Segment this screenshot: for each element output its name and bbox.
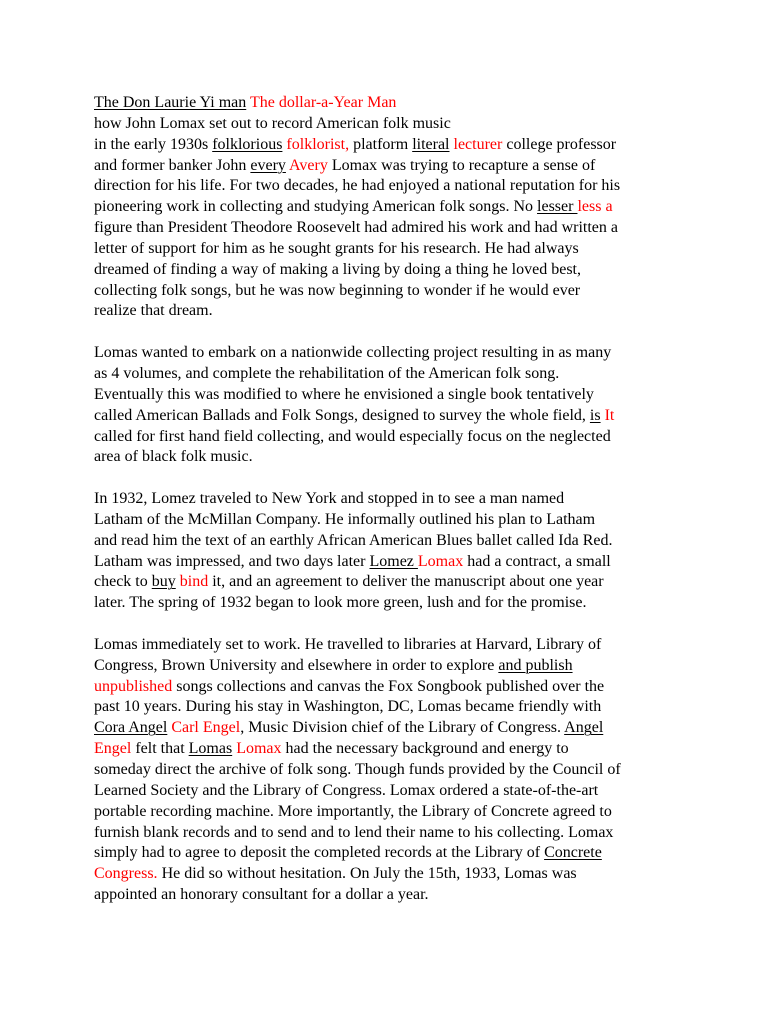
- body-text: in the early 1930s: [94, 135, 213, 153]
- text-line: [94, 781, 694, 802]
- body-text: past 10 years. During his stay in Washington, DC, Lomas became friendly with: [94, 698, 602, 716]
- body-text: In 1932, Lomez traveled to New York and stopped in to see a man named: [94, 490, 565, 508]
- text-line: [94, 364, 694, 385]
- document-body: [94, 93, 694, 906]
- text-line: [94, 239, 694, 260]
- text-line: [94, 135, 694, 156]
- text-line: [94, 156, 694, 177]
- text-line: [94, 197, 694, 218]
- inserted-text: Engel: [94, 740, 132, 758]
- text-line: [94, 301, 694, 322]
- deleted-text: Angel: [564, 719, 604, 737]
- paragraph: [94, 343, 694, 468]
- text-line: [94, 635, 694, 656]
- inserted-text: It: [604, 406, 615, 424]
- body-text: Latham of the McMillan Company. He informally outlined his plan to Latham: [94, 510, 596, 528]
- inserted-text: unpublished: [94, 677, 173, 695]
- text-line: [94, 93, 694, 114]
- text-line: [94, 385, 694, 406]
- body-text: called for first hand field collecting, and would especially focus on the neglected: [94, 427, 611, 445]
- text-line: [94, 802, 694, 823]
- text-line: [94, 677, 694, 698]
- body-text: how John Lomax set out to record American folk music: [94, 114, 451, 132]
- inserted-text: The dollar-a-Year Man: [249, 94, 397, 111]
- text-line: [94, 489, 694, 510]
- body-text: college professor: [502, 135, 617, 153]
- paragraph-gap: [94, 322, 694, 343]
- text-line: [94, 114, 694, 135]
- text-line: [94, 843, 694, 864]
- inserted-text: Lomax: [417, 552, 464, 570]
- body-text: someday direct the archive of folk song. Though funds provided by the Council of: [94, 761, 621, 778]
- body-text: area of black folk music.: [94, 448, 253, 466]
- body-text: letter of support for him as he sought grants for his research. He had always: [94, 239, 579, 257]
- body-text: and former banker John: [94, 156, 251, 174]
- body-text: had the necessary background and energy to: [281, 740, 569, 758]
- body-text: Lomas wanted to embark on a nationwide collecting project resulting in as many: [94, 344, 612, 362]
- body-text: furnish blank records and to send and to lend their name to his collecting. Lomax: [94, 823, 614, 841]
- text-line: [94, 427, 694, 448]
- paragraph-gap: [94, 614, 694, 635]
- deleted-text: folklorious: [212, 135, 283, 153]
- text-line: [94, 531, 694, 552]
- deleted-text: is: [589, 406, 601, 424]
- text-line: [94, 406, 694, 427]
- body-text: Congress, Brown University and elsewhere in order to explore: [94, 656, 499, 674]
- text-line: [94, 656, 694, 677]
- inserted-text: Carl Engel: [171, 719, 241, 737]
- text-line: [94, 739, 694, 760]
- inserted-text: Lomax: [236, 740, 282, 758]
- body-text: platform: [349, 135, 413, 153]
- body-text: pioneering work in collecting and studying American folk songs. No: [94, 198, 538, 216]
- text-line: [94, 864, 694, 885]
- text-line: [94, 218, 694, 239]
- deleted-text: lesser: [537, 198, 578, 216]
- body-text: Latham was impressed, and two days later: [94, 552, 370, 570]
- text-line: [94, 823, 694, 844]
- body-text: collecting folk songs, but he was now beginning to wonder if he would ever: [94, 281, 581, 299]
- body-text: direction for his life. For two decades, he had enjoyed a national reputation for his: [94, 177, 621, 195]
- text-line: [94, 593, 694, 614]
- body-text: as 4 volumes, and complete the rehabilitation of the American folk song.: [94, 364, 560, 382]
- deleted-text: Lomas: [188, 740, 233, 758]
- body-text: portable recording machine. More importantly, the Library of Concrete agreed to: [94, 802, 612, 820]
- body-text: later. The spring of 1932 began to look more green, lush and for the promise.: [94, 594, 587, 612]
- deleted-text: and publish: [498, 656, 573, 674]
- text-line: [94, 697, 694, 718]
- inserted-text: Congress.: [94, 865, 158, 883]
- body-text: Lomax was trying to recapture a sense of: [327, 156, 596, 174]
- paragraph: [94, 93, 694, 322]
- text-line: [94, 572, 694, 593]
- paragraph-gap: [94, 468, 694, 489]
- paragraph: [94, 489, 694, 614]
- text-line: [94, 281, 694, 302]
- text-line: [94, 343, 694, 364]
- body-text: felt that: [131, 740, 189, 758]
- body-text: Eventually this was modified to where he envisioned a single book tentatively: [94, 385, 594, 403]
- body-text: , Music Division chief of the Library of Congress.: [240, 719, 565, 737]
- deleted-text: every: [250, 156, 286, 174]
- body-text: had a contract, a small: [463, 552, 611, 570]
- body-text: simply had to agree to deposit the completed records at the Library of: [94, 844, 545, 862]
- deleted-text: buy: [151, 573, 176, 591]
- body-text: appointed an honorary consultant for a dollar a year.: [94, 886, 429, 904]
- text-line: [94, 760, 694, 781]
- deleted-text: Concrete: [544, 844, 602, 862]
- text-line: [94, 552, 694, 573]
- body-text: songs collections and canvas the Fox Songbook published over the: [172, 677, 605, 695]
- deleted-text: literal: [412, 135, 450, 153]
- text-line: [94, 176, 694, 197]
- text-line: [94, 510, 694, 531]
- body-text: and read him the text of an earthly African American Blues ballet called Ida Red.: [94, 531, 613, 549]
- deleted-text: The Don Laurie Yi man: [94, 94, 247, 111]
- body-text: Lomas immediately set to work. He travelled to libraries at Harvard, Library of: [94, 635, 602, 653]
- inserted-text: lecturer: [453, 135, 503, 153]
- paragraph: [94, 635, 694, 906]
- text-line: [94, 260, 694, 281]
- text-line: [94, 885, 694, 906]
- text-line: [94, 447, 694, 468]
- inserted-text: less a: [577, 198, 613, 216]
- inserted-text: Avery: [289, 156, 328, 174]
- text-line: [94, 718, 694, 739]
- body-text: dreamed of finding a way of making a living by doing a thing he loved best,: [94, 260, 581, 278]
- body-text: it, and an agreement to deliver the manuscript about one year: [208, 573, 604, 591]
- body-text: Learned Society and the Library of Congress. Lomax ordered a state-of-the-art: [94, 781, 599, 799]
- deleted-text: Cora Angel: [94, 719, 168, 737]
- inserted-text: folklorist,: [286, 135, 350, 153]
- body-text: figure than President Theodore Roosevelt had admired his work and had written a: [94, 219, 619, 237]
- body-text: check to: [94, 573, 152, 591]
- inserted-text: bind: [179, 573, 209, 591]
- body-text: He did so without hesitation. On July the 15th, 1933, Lomas was: [157, 865, 577, 883]
- body-text: realize that dream.: [94, 302, 213, 320]
- body-text: called American Ballads and Folk Songs, designed to survey the whole field,: [94, 406, 590, 424]
- deleted-text: Lomez: [369, 552, 418, 570]
